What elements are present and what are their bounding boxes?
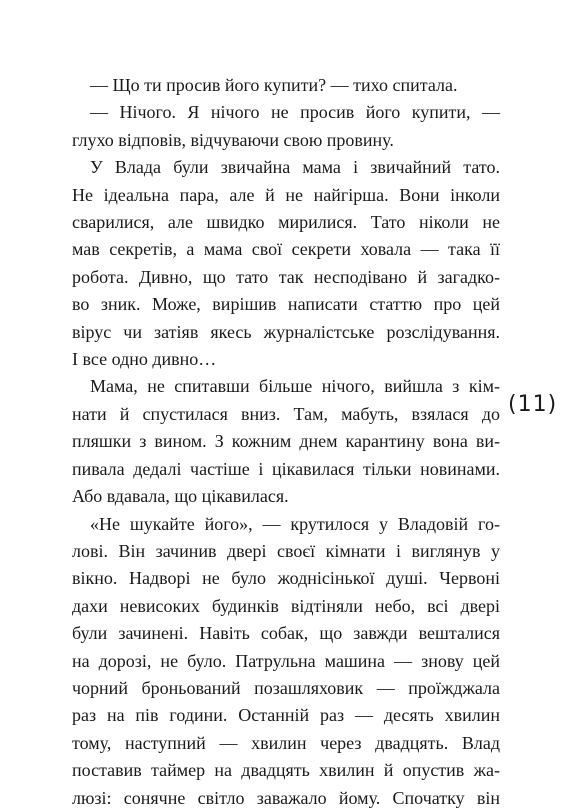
- text-line: Або вдавала, що цікавилася.: [72, 486, 289, 507]
- text-line: тому, наступний — хвилин через двадцять. Влад: [72, 732, 500, 753]
- text-line: люзі: сонячне світло заважало йому. Спочатку він: [72, 787, 500, 808]
- text-line: лові. Він зачинив двері своєї кімнати і виглянув у: [72, 540, 500, 561]
- text-line: во зник. Може, вирішив написати статтю про цей: [72, 294, 500, 315]
- body-text: [72, 72, 500, 812]
- text-line: Мама, не спитавши більше нічого, вийшла з кім-: [90, 376, 500, 397]
- page-number: (11): [508, 392, 558, 417]
- text-line: У Влада були звичайна мама і звичайний тато.: [90, 157, 500, 178]
- text-line: дахи невисоких будинків відтіняли небо, всі двері: [72, 595, 500, 616]
- text-line: раз на пів години. Останній раз — десять хвилин: [72, 705, 500, 726]
- text-line: глухо відповів, відчуваючи свою провину.: [72, 129, 394, 150]
- text-line: «Не шукайте його», — крутилося у Владовій го-: [90, 513, 500, 534]
- text-line: нати й спустилася вниз. Там, мабуть, взялася до: [72, 403, 500, 424]
- text-line: вікно. Надворі не було жоднісінької душі. Червоні: [72, 568, 500, 589]
- text-line: — Нічого. Я нічого не просив його купити, —: [90, 102, 500, 123]
- text-line: І все одно дивно…: [72, 349, 217, 370]
- paragraph-1: [72, 72, 500, 99]
- text-line: пляшки з вином. З кожним днем карантину вона ви-: [72, 431, 500, 452]
- text-line: мав секретів, а мама свої секрети ховала — така її: [72, 239, 500, 260]
- text-line: сварилися, але швидко мирилися. Тато ніколи не: [72, 212, 500, 233]
- text-line: — Що ти просив його купити? — тихо спитала.: [90, 75, 458, 95]
- text-line: вірус чи затіяв якесь журналістське розслідування.: [72, 321, 500, 342]
- paragraph-2: [72, 99, 500, 154]
- paragraph-3: [72, 154, 500, 373]
- text-line: чорний броньований позашляховик — проїжджала: [72, 677, 500, 698]
- text-line: були зачинені. Навіть собак, що завжди вешталися: [72, 623, 500, 644]
- text-line: Не ідеальна пара, але й не найгірша. Вони інколи: [72, 184, 500, 205]
- paragraph-5: [72, 511, 500, 812]
- text-line: поставив таймер на двадцять хвилин й опустив жа-: [72, 760, 500, 781]
- text-line: пивала дедалі частіше і цікавилася тільки новинами.: [72, 458, 500, 479]
- text-line: на дорозі, не було. Патрульна машина — знову цей: [72, 650, 500, 671]
- text-line: робота. Дивно, що тато так несподівано й загадко-: [72, 266, 500, 287]
- paragraph-4: [72, 373, 500, 510]
